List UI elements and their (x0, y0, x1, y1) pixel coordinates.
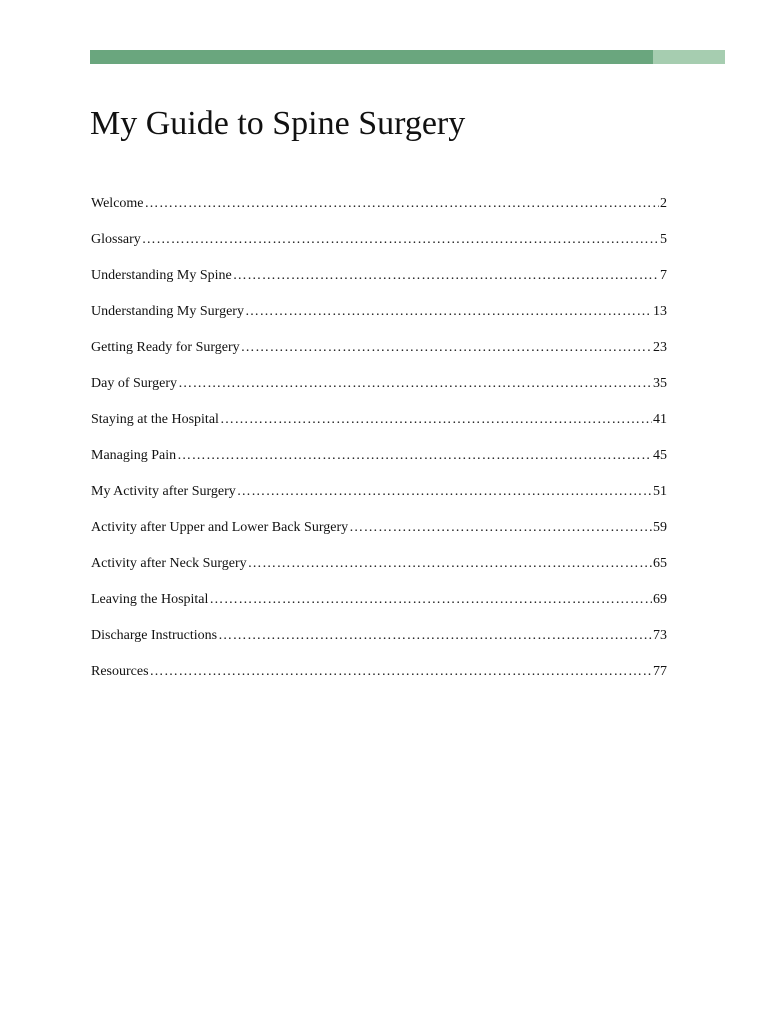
table-of-contents (91, 194, 667, 698)
toc-entry-page-number: 13 (653, 304, 667, 319)
toc-entry-leader-dots (245, 302, 652, 322)
toc-entry-label: Understanding My Spine (91, 268, 232, 283)
toc-entry[interactable] (91, 230, 667, 266)
toc-entry-page-number: 65 (653, 556, 667, 571)
toc-entry-page-number: 59 (653, 520, 667, 535)
toc-entry-page-number: 69 (653, 592, 667, 607)
toc-entry-page-number: 45 (653, 448, 667, 463)
toc-entry-page-number: 51 (653, 484, 667, 499)
toc-entry[interactable] (91, 374, 667, 410)
toc-entry[interactable] (91, 446, 667, 482)
toc-entry-label: Activity after Upper and Lower Back Surgery (91, 520, 349, 535)
toc-entry[interactable] (91, 662, 667, 698)
toc-entry-page-number: 35 (653, 376, 667, 391)
toc-entry[interactable] (91, 266, 667, 302)
header-accent-bar (90, 50, 725, 64)
toc-entry-label: Leaving the Hospital (91, 592, 209, 607)
toc-entry[interactable] (91, 554, 667, 590)
toc-entry-label: Staying at the Hospital (91, 412, 219, 427)
toc-entry-page-number: 5 (660, 232, 667, 247)
toc-entry-leader-dots (218, 626, 652, 646)
toc-entry-label: Understanding My Surgery (91, 304, 244, 319)
toc-entry-label: My Activity after Surgery (91, 484, 236, 499)
toc-entry[interactable] (91, 518, 667, 554)
toc-entry-label: Resources (91, 664, 149, 679)
toc-entry-leader-dots (142, 230, 659, 250)
toc-entry-page-number: 73 (653, 628, 667, 643)
toc-entry-leader-dots (177, 446, 652, 466)
toc-entry-label: Welcome (91, 196, 144, 211)
toc-entry-leader-dots (178, 374, 652, 394)
toc-entry-label: Getting Ready for Surgery (91, 340, 240, 355)
toc-entry-leader-dots (237, 482, 652, 502)
toc-entry-page-number: 2 (660, 196, 667, 211)
toc-entry[interactable] (91, 194, 667, 230)
toc-entry-leader-dots (241, 338, 652, 358)
toc-entry-leader-dots (248, 554, 652, 574)
toc-entry-page-number: 7 (660, 268, 667, 283)
toc-entry-label: Discharge Instructions (91, 628, 218, 643)
toc-entry[interactable] (91, 410, 667, 446)
toc-entry[interactable] (91, 482, 667, 518)
toc-entry-label: Day of Surgery (91, 376, 178, 391)
toc-entry[interactable] (91, 338, 667, 374)
toc-entry-leader-dots (233, 266, 659, 286)
toc-entry-label: Activity after Neck Surgery (91, 556, 247, 571)
toc-entry-label: Managing Pain (91, 448, 177, 463)
header-accent-bar-main (90, 50, 653, 64)
toc-entry-leader-dots (220, 410, 652, 430)
toc-entry[interactable] (91, 302, 667, 338)
toc-entry[interactable] (91, 626, 667, 662)
toc-entry-leader-dots (145, 194, 659, 214)
toc-entry-leader-dots (150, 662, 652, 682)
toc-entry-page-number: 23 (653, 340, 667, 355)
toc-entry-leader-dots (349, 518, 652, 538)
toc-entry-leader-dots (209, 590, 652, 610)
header-accent-bar-end (653, 50, 725, 64)
toc-entry-label: Glossary (91, 232, 141, 247)
toc-entry-page-number: 41 (653, 412, 667, 427)
toc-entry[interactable] (91, 590, 667, 626)
page-title: My Guide to Spine Surgery (90, 105, 466, 142)
toc-entry-page-number: 77 (653, 664, 667, 679)
